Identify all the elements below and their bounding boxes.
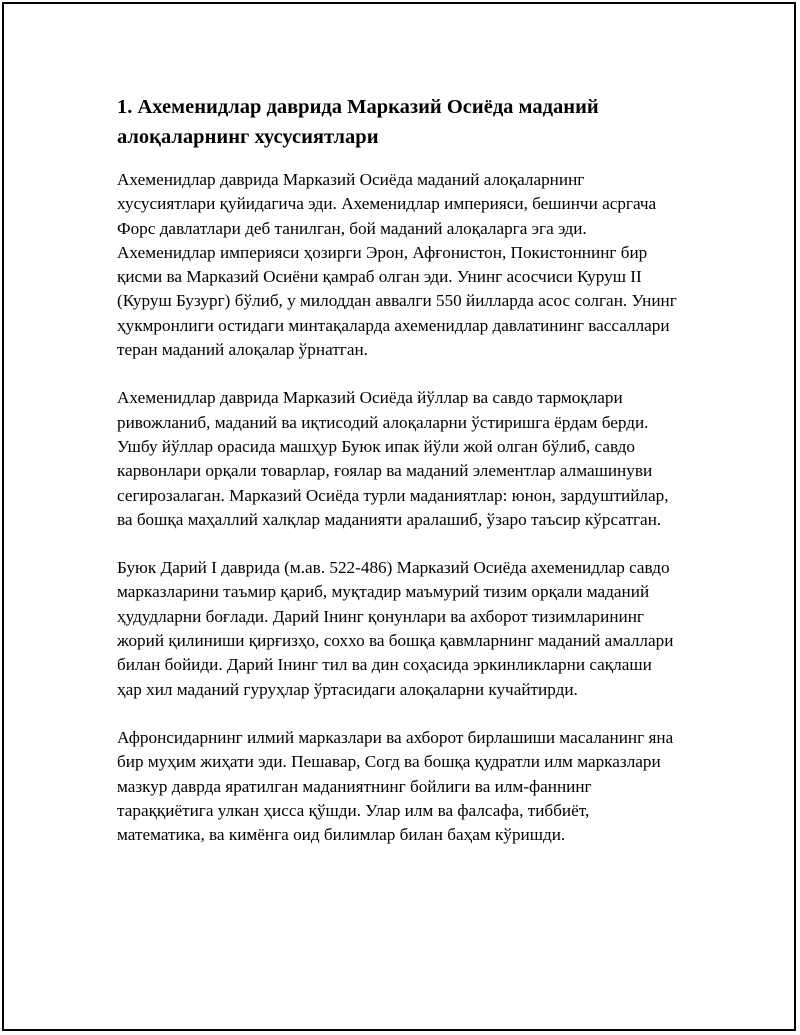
paragraph-1: Ахеменидлар даврида Марказий Осиёда маданий алоқаларнинг хусусиятлари қуйидагича эди. Ахеменидлар империяси, бешинчи асргача Форс давлатлари деб танилган, бой маданий алоқаларга эга эди. Ахеменидлар империяси ҳозирги Эрон, Афғонистон, Покистоннинг бир қисми ва Марказий Осиёни қамраб олган эди. Унинг асосчиси Куруш II (Куруш Бузург) бўлиб, у милоддан аввалги 550 йилларда асос солган. Унинг ҳукмронлиги остидаги минтақаларда ахеменидлар давлатининг вассаллари теран маданий алоқалар ўрнатган. [117,170,677,360]
section-heading: 1. Ахеменидлар даврида Марказий Осиёда маданий алоқаларнинг хусусиятлари [117,96,599,148]
paragraph-3: Буюк Дарий I даврида (м.ав. 522-486) Марказий Осиёда ахеменидлар савдо марказларини таъмир қариб, муқтадир маъмурий тизим орқали маданий ҳудудларни боғлади. Дарий Iнинг қонунлари ва ахборот тизимларининг жорий қилиниши қирғизҳо, соххо ва бошқа қавмларнинг маданий амаллари билан бойиди. Дарий Iнинг тил ва дин соҳасида эркинликларни сақлаши ҳар хил маданий гуруҳлар ўртасидаги алоқаларни кучайтирди. [117,558,674,699]
document-body [117,92,677,871]
paragraph-4: Афронсидарнинг илмий марказлари ва ахборот бирлашиши масаланинг яна бир муҳим жиҳати эди. Пешавар, Согд ва бошқа қудратли илм марказлари мазкур даврда яратилган маданиятнинг бойлиги ва илм-фаннинг тараққиётига улкан ҳисса қўшди. Улар илм ва фалсафа, тиббиёт, математика, ва кимёнга оид билимлар билан баҳам кўришди. [117,727,674,845]
paragraph-2: Ахеменидлар даврида Марказий Осиёда йўллар ва савдо тармоқлари ривожланиб, маданий ва иқтисодий алоқаларни ўстиришга ёрдам берди. Ушбу йўллар орасида машҳур Буюк ипак йўли жой олган бўлиб, савдо карвонлари орқали товарлар, ғоялар ва маданий элементлар алмашинуви сегирозалаган. Марказий Осиёда турли маданиятлар: юнон, зардуштийлар, ва бошқа маҳаллий халқлар маданияти аралашиб, ўзаро таъсир кўрсатган. [117,388,669,529]
